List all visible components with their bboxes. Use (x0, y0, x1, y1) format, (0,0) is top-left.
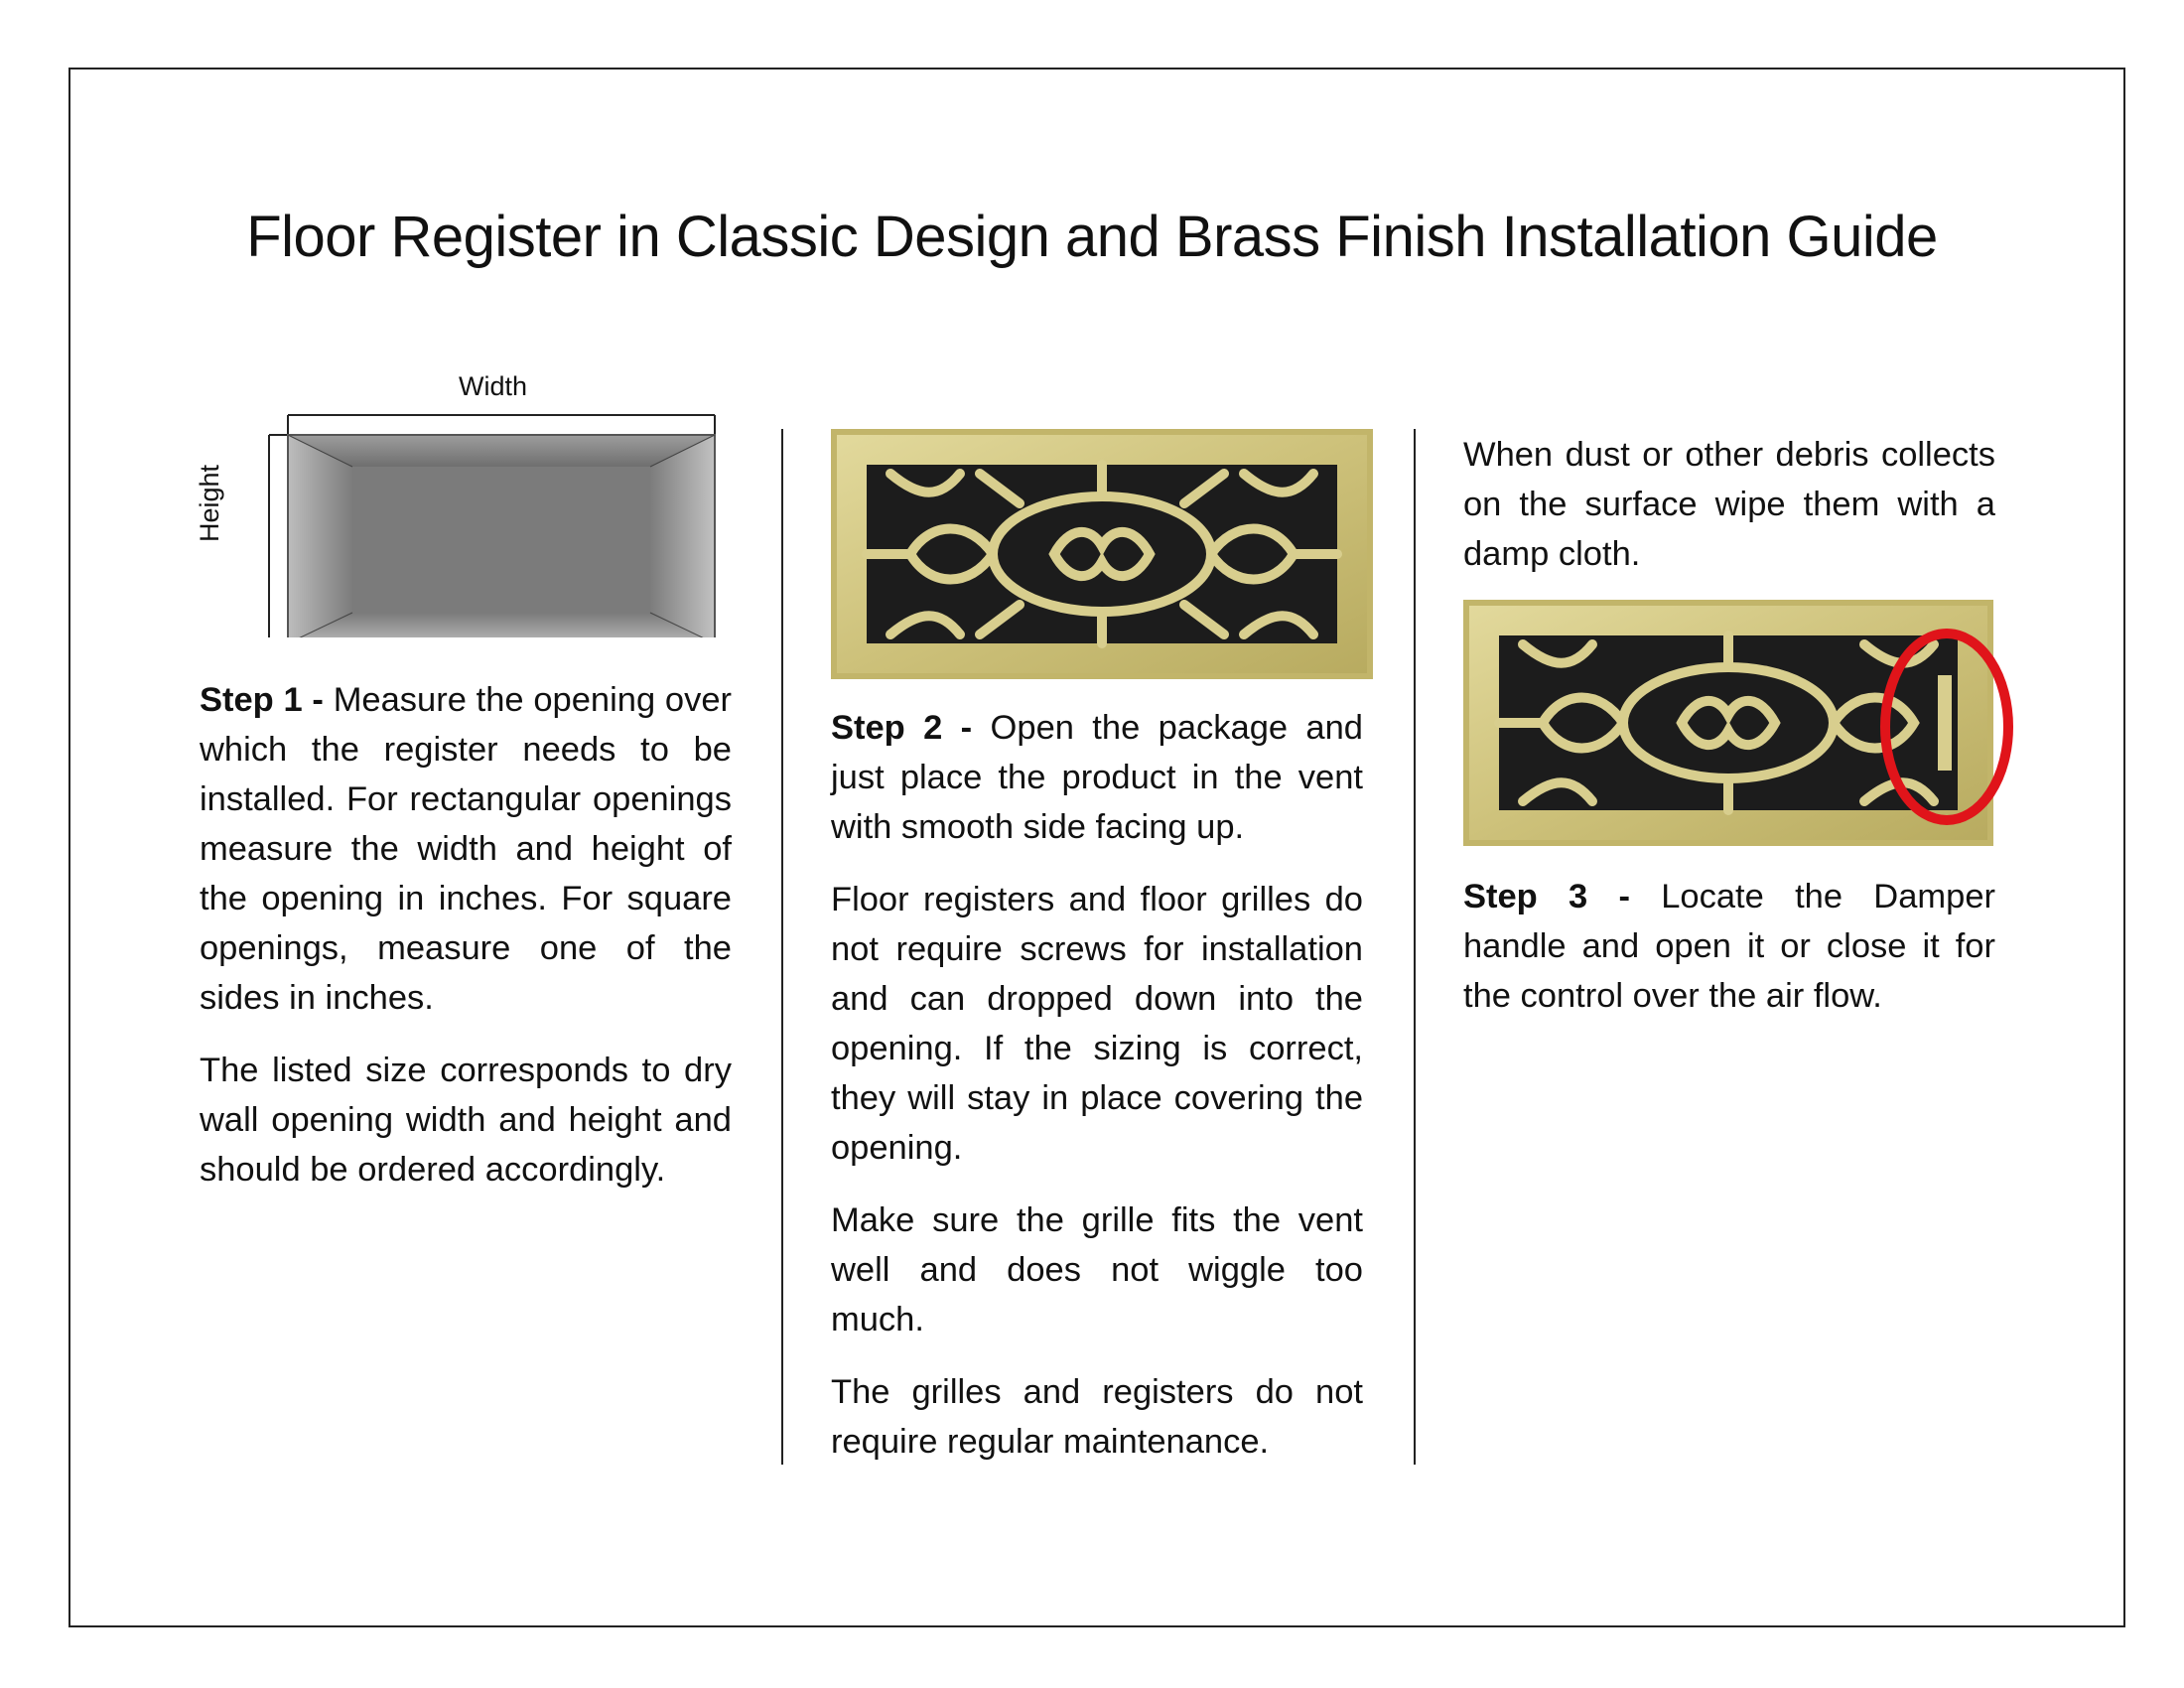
column-1 (200, 675, 732, 1217)
column-3-top (1463, 430, 1995, 602)
column-divider-left (781, 429, 783, 1465)
no-screws-paragraph: Floor registers and floor grilles do not require screws for installation and can dropped down into the opening. If the sizing is correct, they will stay in place covering the opening. (831, 881, 1363, 1167)
damper-handle (1938, 675, 1952, 771)
step-3-paragraph (1463, 872, 1995, 1021)
damper-register-image (1463, 600, 2019, 848)
column-2 (831, 703, 1363, 1489)
opening-diagram (263, 409, 720, 637)
step-3-label: Step 3 - (1463, 878, 1630, 915)
step-3-text: Locate the Damper handle and open it or close it for the control over the air flow. (1463, 878, 1996, 1015)
step-2-paragraph (831, 703, 1363, 852)
maintenance-paragraph: The grilles and registers do not require regular maintenance. (831, 1373, 1363, 1461)
cleaning-paragraph: When dust or other debris collects on the surface wipe them with a damp cloth. (1463, 436, 1995, 573)
step-2-label: Step 2 - (831, 709, 973, 747)
floor-register-image (831, 429, 1373, 679)
height-label: Height (195, 464, 224, 542)
step-2-text: Open the package and just place the product in the vent with smooth side facing up. (831, 709, 1363, 846)
width-label: Width (459, 371, 528, 401)
column-divider-right (1414, 429, 1416, 1465)
step-1-text: Measure the opening over which the register needs to be installed. For rectangular openings measure the width and height of the opening in inches. For square openings, measure one of the sides in inches. (200, 681, 733, 1017)
size-note-paragraph: The listed size corresponds to dry wall opening width and height and should be ordered accordingly. (200, 1052, 732, 1189)
page-title: Floor Register in Classic Design and Brass Finish Installation Guide (246, 205, 1938, 269)
column-3-bottom (1463, 872, 1995, 1044)
step-1-label: Step 1 - (200, 681, 324, 719)
fit-paragraph: Make sure the grille fits the vent well and does not wiggle too much. (831, 1201, 1363, 1338)
step-1-paragraph (200, 675, 732, 1023)
